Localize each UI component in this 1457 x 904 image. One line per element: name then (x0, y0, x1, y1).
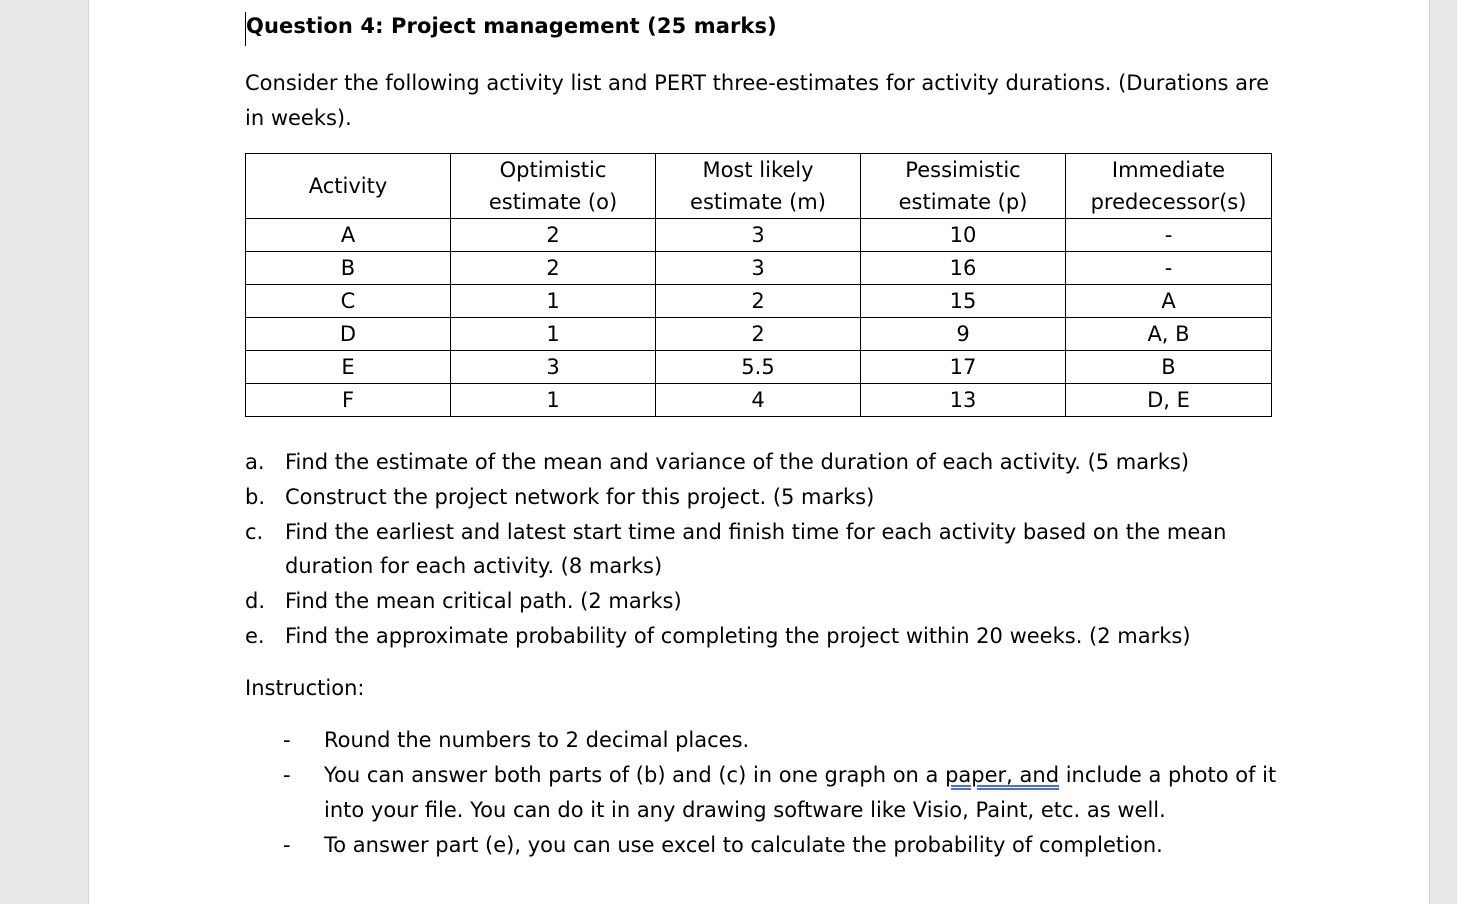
bullet-dash: - (283, 833, 291, 857)
cell-predecessors: - (1066, 219, 1272, 252)
table-row (246, 285, 1272, 318)
cell-most-likely: 3 (656, 219, 861, 252)
instruction-text: You can answer both parts of (b) and (c) in one graph on a paper, and include a photo of it into your file. You can do it in any drawing software like Visio, Paint, etc. as well. (324, 763, 1277, 822)
header-pessimistic: Pessimistic estimate (p) (861, 154, 1066, 219)
cell-optimistic: 1 (451, 285, 656, 318)
table-row (246, 318, 1272, 351)
cell-most-likely: 4 (656, 384, 861, 417)
question-text: Find the earliest and latest start time and finish time for each activity based on the mean duration for each activity. (8 marks) (285, 519, 1227, 579)
instruction-text: Round the numbers to 2 decimal places. (324, 728, 750, 752)
cell-optimistic: 1 (451, 384, 656, 417)
question-text: Construct the project network for this project. (5 marks) (285, 484, 875, 509)
cell-predecessors: D, E (1066, 384, 1272, 417)
intro-paragraph: Consider the following activity list and PERT three-estimates for activity durations. (Durations are in weeks). (245, 71, 1270, 130)
bullet-dash: - (283, 763, 291, 787)
cell-pessimistic: 16 (861, 252, 1066, 285)
cell-activity: A (246, 219, 451, 252)
cell-optimistic: 2 (451, 252, 656, 285)
cell-activity: D (246, 318, 451, 351)
cell-pessimistic: 10 (861, 219, 1066, 252)
list-item (245, 584, 1265, 619)
question-label: b. (245, 484, 266, 509)
header-predecessors: Immediate predecessor(s) (1066, 154, 1272, 219)
cell-optimistic: 2 (451, 219, 656, 252)
cell-optimistic: 3 (451, 351, 656, 384)
question-text: Find the approximate probability of completing the project within 20 weeks. (2 marks) (285, 623, 1191, 648)
list-item (245, 619, 1265, 654)
question-label: a. (245, 450, 265, 474)
header-most-likely: Most likely estimate (m) (656, 154, 861, 219)
header-optimistic: Optimistic estimate (o) (451, 154, 656, 219)
question-title: Question 4: Project management (25 marks) (246, 14, 777, 38)
cell-predecessors: - (1066, 252, 1272, 285)
instruction-heading: Instruction: (245, 676, 365, 700)
cell-optimistic: 1 (451, 318, 656, 351)
question-label: e. (245, 623, 265, 648)
pert-activity-table (245, 153, 1272, 417)
cell-most-likely: 5.5 (656, 351, 861, 384)
table-row (246, 384, 1272, 417)
question-list (245, 445, 1265, 654)
cell-predecessors: A, B (1066, 318, 1272, 351)
cell-activity: F (246, 384, 451, 417)
instruction-text: To answer part (e), you can use excel to calculate the probability of completion. (324, 833, 1163, 857)
cell-pessimistic: 15 (861, 285, 1066, 318)
question-label: d. (245, 589, 266, 614)
cell-activity: E (246, 351, 451, 384)
cell-pessimistic: 17 (861, 351, 1066, 384)
list-item (245, 480, 1265, 515)
table-row (246, 219, 1272, 252)
table-row (246, 252, 1272, 285)
list-item (245, 515, 1265, 585)
cell-most-likely: 2 (656, 318, 861, 351)
list-item (245, 445, 1265, 480)
question-text: Find the mean critical path. (2 marks) (285, 589, 682, 614)
table-header-row (246, 154, 1272, 219)
table-row (246, 351, 1272, 384)
cell-activity: C (246, 285, 451, 318)
cell-predecessors: A (1066, 285, 1272, 318)
cell-activity: B (246, 252, 451, 285)
list-item (283, 723, 1283, 758)
list-item (283, 758, 1283, 828)
cell-most-likely: 3 (656, 252, 861, 285)
list-item (283, 828, 1283, 863)
bullet-dash: - (283, 728, 291, 752)
cell-predecessors: B (1066, 351, 1272, 384)
instruction-list (283, 723, 1283, 863)
question-text: Find the estimate of the mean and variance of the duration of each activity. (5 marks) (285, 450, 1190, 474)
cell-most-likely: 2 (656, 285, 861, 318)
header-activity: Activity (246, 154, 451, 219)
cell-pessimistic: 9 (861, 318, 1066, 351)
grammar-flagged-text[interactable]: paper, and (945, 763, 1060, 787)
question-label: c. (245, 519, 264, 544)
cell-pessimistic: 13 (861, 384, 1066, 417)
